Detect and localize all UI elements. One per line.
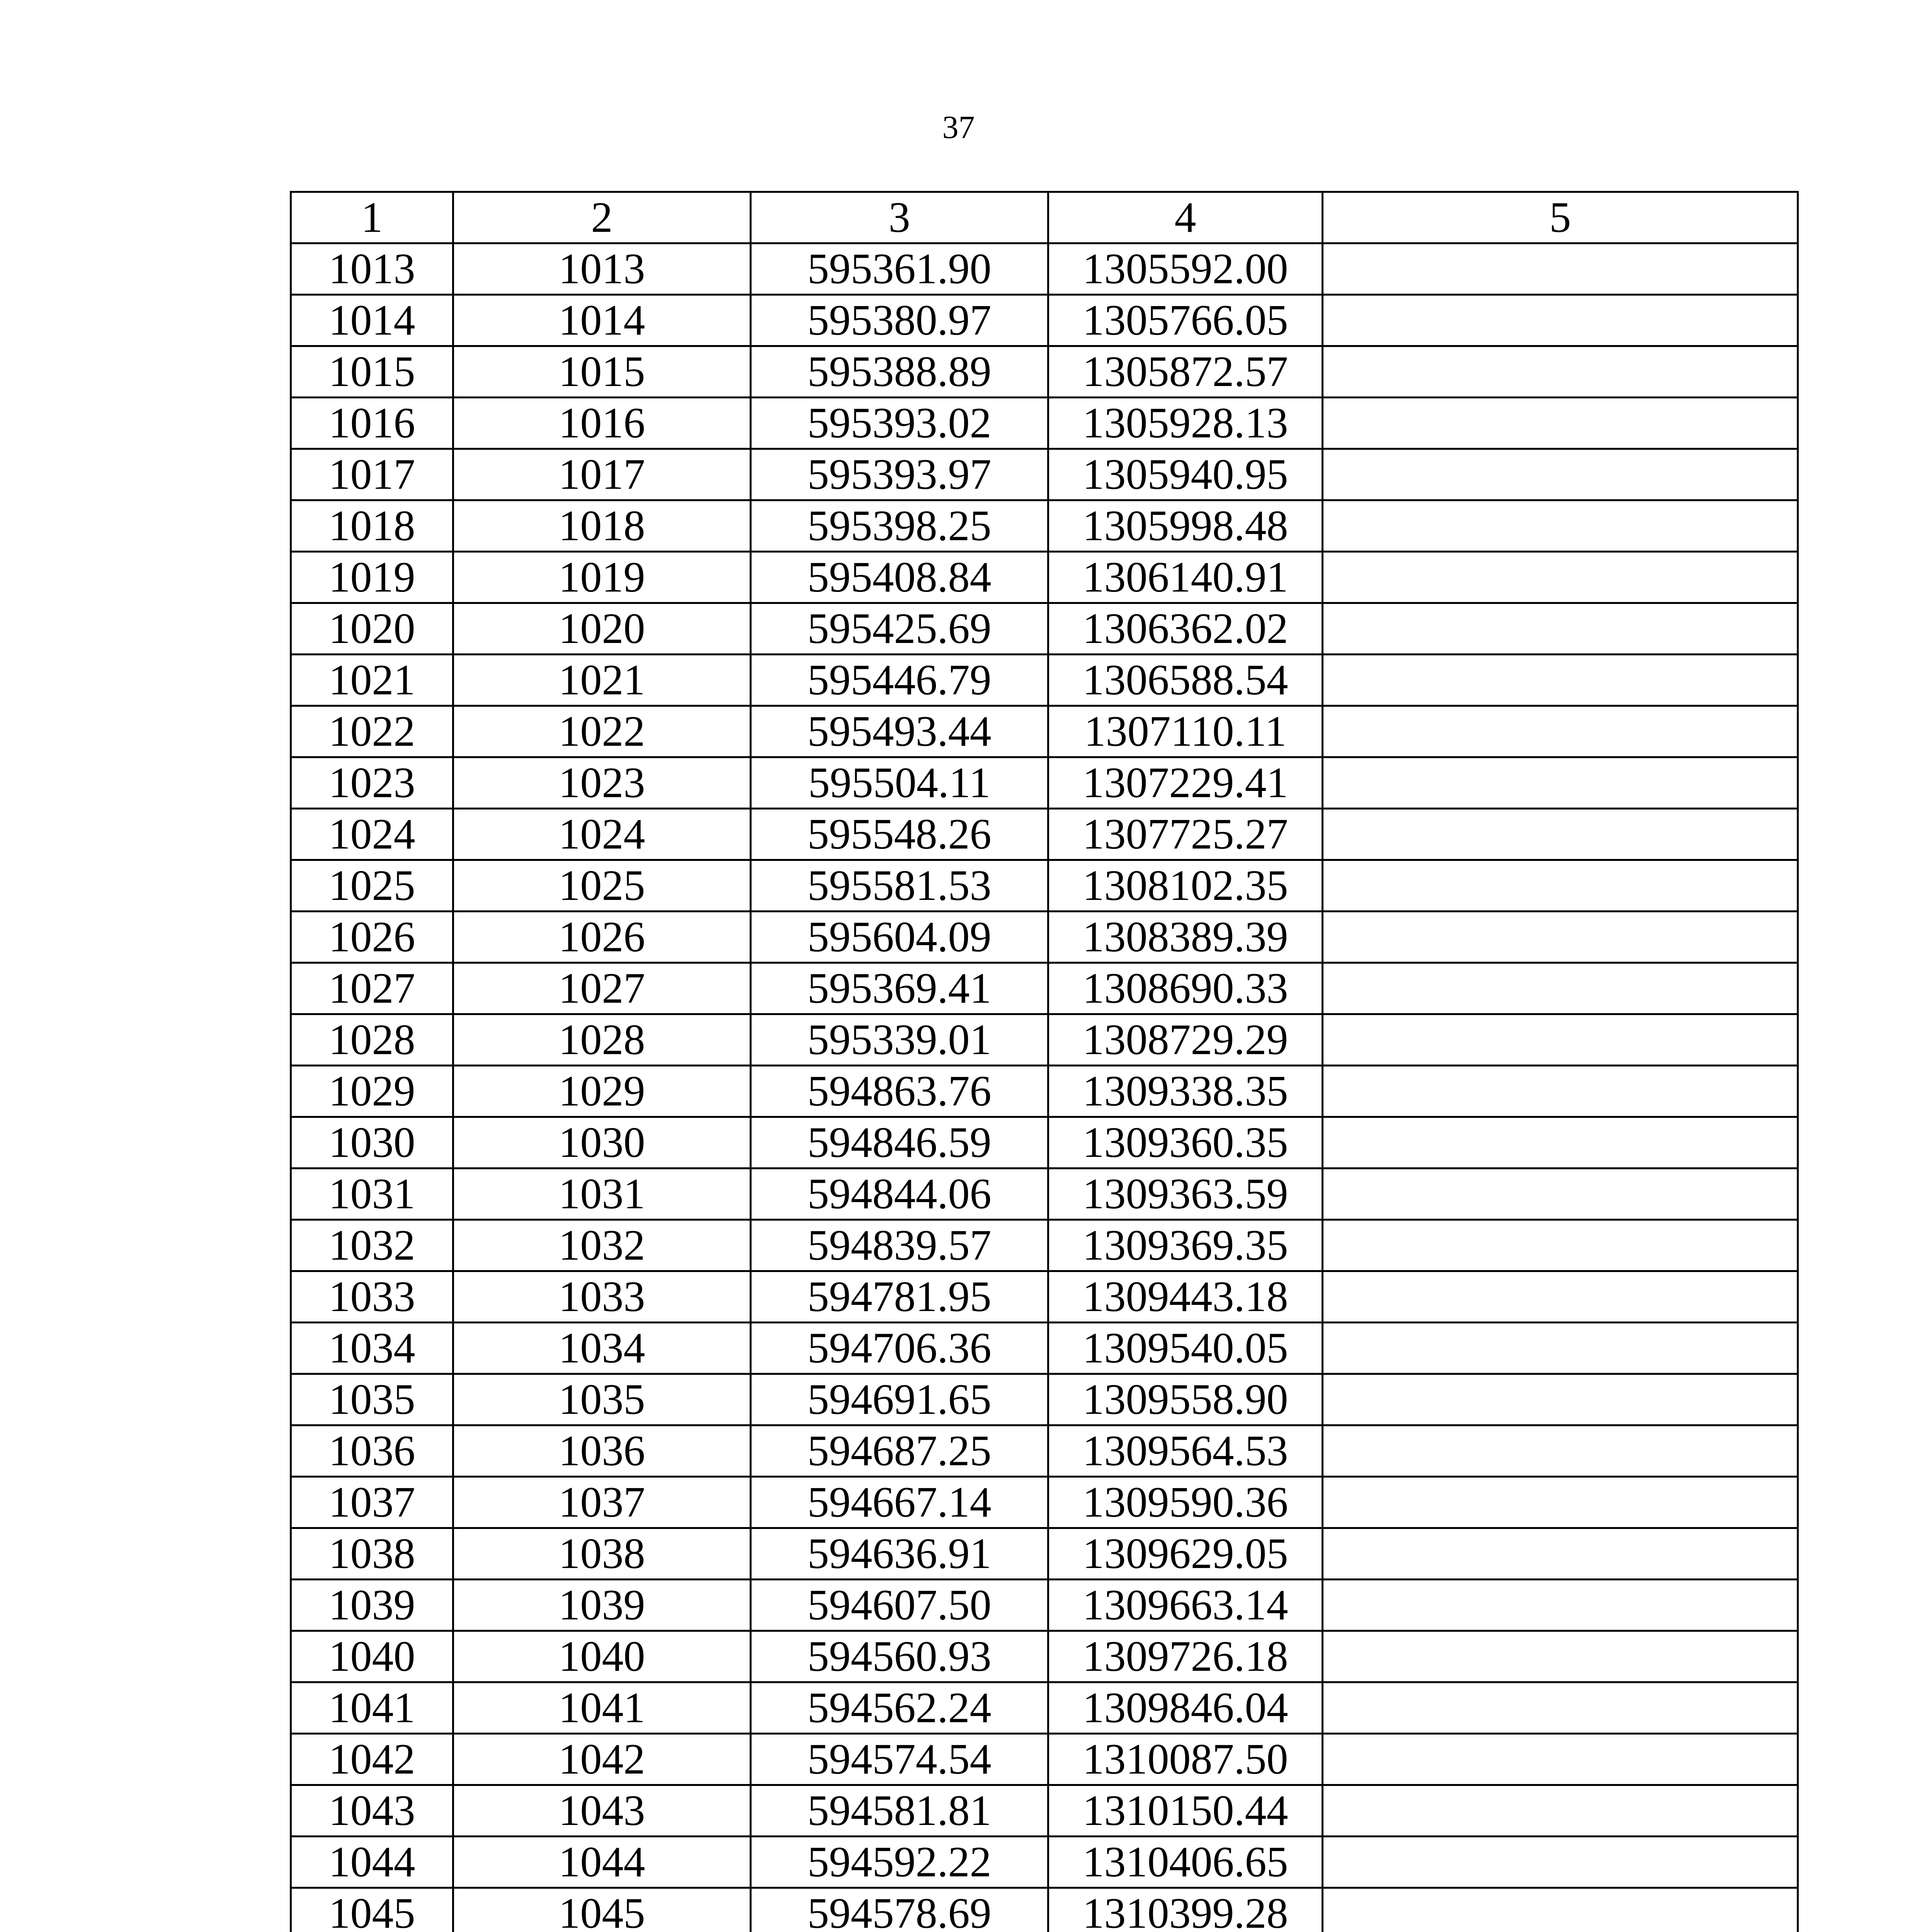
point-number-cell: 1028	[453, 1014, 751, 1066]
coordinate-x-cell: 595393.97	[751, 449, 1048, 500]
coordinate-y-cell: 1309726.18	[1048, 1631, 1323, 1682]
coordinate-x-cell: 594636.91	[751, 1528, 1048, 1580]
point-number-cell: 1014	[453, 295, 751, 346]
point-number-cell: 1018	[291, 500, 453, 552]
note-cell	[1323, 757, 1798, 809]
point-number-cell: 1025	[291, 860, 453, 912]
coordinate-x-cell: 594846.59	[751, 1117, 1048, 1168]
point-number-cell: 1016	[291, 398, 453, 449]
point-number-cell: 1043	[453, 1785, 751, 1837]
table-row	[291, 1631, 1798, 1682]
point-number-cell: 1034	[453, 1323, 751, 1374]
point-number-cell: 1039	[291, 1580, 453, 1631]
point-number-cell: 1034	[291, 1323, 453, 1374]
point-number-cell: 1029	[291, 1066, 453, 1117]
coordinate-x-cell: 595369.41	[751, 963, 1048, 1014]
note-cell	[1323, 552, 1798, 603]
point-number-cell: 1030	[291, 1117, 453, 1168]
coordinate-x-cell: 594560.93	[751, 1631, 1048, 1682]
table-row	[291, 757, 1798, 809]
note-cell	[1323, 295, 1798, 346]
table-body	[291, 192, 1798, 1932]
note-cell	[1323, 1580, 1798, 1631]
point-number-cell: 1045	[453, 1888, 751, 1932]
coordinate-x-cell: 595361.90	[751, 243, 1048, 295]
table-row	[291, 603, 1798, 655]
note-cell	[1323, 1168, 1798, 1220]
note-cell	[1323, 1631, 1798, 1682]
note-cell	[1323, 655, 1798, 706]
point-number-cell: 1018	[453, 500, 751, 552]
point-number-cell: 1032	[291, 1220, 453, 1271]
table-row	[291, 1014, 1798, 1066]
point-number-cell: 1015	[453, 346, 751, 398]
point-number-cell: 1042	[291, 1734, 453, 1785]
coordinate-y-cell: 1309360.35	[1048, 1117, 1323, 1168]
point-number-cell: 1022	[291, 706, 453, 757]
point-number-cell: 1024	[291, 809, 453, 860]
coordinate-y-cell: 1310150.44	[1048, 1785, 1323, 1837]
table-row	[291, 1580, 1798, 1631]
table-row	[291, 552, 1798, 603]
note-cell	[1323, 1528, 1798, 1580]
point-number-cell: 1037	[453, 1477, 751, 1528]
point-number-cell: 1026	[291, 912, 453, 963]
coordinate-y-cell: 1308729.29	[1048, 1014, 1323, 1066]
table-row	[291, 1271, 1798, 1323]
coordinate-y-cell: 1309564.53	[1048, 1425, 1323, 1477]
point-number-cell: 1021	[291, 655, 453, 706]
coordinate-x-cell: 595446.79	[751, 655, 1048, 706]
point-number-cell: 1013	[291, 243, 453, 295]
coordinate-y-cell: 1309443.18	[1048, 1271, 1323, 1323]
point-number-cell: 1038	[453, 1528, 751, 1580]
point-number-cell: 1044	[453, 1837, 751, 1888]
point-number-cell: 1019	[291, 552, 453, 603]
note-cell	[1323, 1374, 1798, 1425]
point-number-cell: 1035	[453, 1374, 751, 1425]
point-number-cell: 1039	[453, 1580, 751, 1631]
coordinate-y-cell: 1306362.02	[1048, 603, 1323, 655]
coordinate-y-cell: 1309558.90	[1048, 1374, 1323, 1425]
coordinate-x-cell: 594781.95	[751, 1271, 1048, 1323]
note-cell	[1323, 1477, 1798, 1528]
note-cell	[1323, 912, 1798, 963]
coordinate-y-cell: 1307110.11	[1048, 706, 1323, 757]
point-number-cell: 1023	[453, 757, 751, 809]
note-cell	[1323, 1014, 1798, 1066]
note-cell	[1323, 398, 1798, 449]
table-row	[291, 346, 1798, 398]
point-number-cell: 1042	[453, 1734, 751, 1785]
point-number-cell: 1027	[291, 963, 453, 1014]
point-number-cell: 1030	[453, 1117, 751, 1168]
coordinate-y-cell: 1309846.04	[1048, 1682, 1323, 1734]
coordinate-y-cell: 1306140.91	[1048, 552, 1323, 603]
coordinate-x-cell: 594687.25	[751, 1425, 1048, 1477]
point-number-cell: 1019	[453, 552, 751, 603]
coordinate-y-cell: 1308102.35	[1048, 860, 1323, 912]
note-cell	[1323, 1323, 1798, 1374]
note-cell	[1323, 1734, 1798, 1785]
table-row	[291, 1785, 1798, 1837]
point-number-cell: 1017	[291, 449, 453, 500]
coordinate-x-cell: 594578.69	[751, 1888, 1048, 1932]
table-row	[291, 500, 1798, 552]
point-number-cell: 1031	[291, 1168, 453, 1220]
point-number-cell: 1044	[291, 1837, 453, 1888]
coordinate-y-cell: 1305592.00	[1048, 243, 1323, 295]
coordinate-y-cell: 1306588.54	[1048, 655, 1323, 706]
note-cell	[1323, 860, 1798, 912]
table-row	[291, 295, 1798, 346]
coordinate-y-cell: 1310406.65	[1048, 1837, 1323, 1888]
table-row	[291, 1117, 1798, 1168]
coordinate-y-cell: 1309338.35	[1048, 1066, 1323, 1117]
table-row	[291, 912, 1798, 963]
note-cell	[1323, 1837, 1798, 1888]
point-number-cell: 1035	[291, 1374, 453, 1425]
coordinate-x-cell: 595339.01	[751, 1014, 1048, 1066]
coordinate-x-cell: 595408.84	[751, 552, 1048, 603]
note-cell	[1323, 1785, 1798, 1837]
point-number-cell: 1041	[453, 1682, 751, 1734]
column-header-2: 2	[453, 192, 751, 243]
column-header-4: 4	[1048, 192, 1323, 243]
table-row	[291, 449, 1798, 500]
coordinate-x-cell: 595493.44	[751, 706, 1048, 757]
point-number-cell: 1040	[291, 1631, 453, 1682]
point-number-cell: 1017	[453, 449, 751, 500]
point-number-cell: 1025	[453, 860, 751, 912]
point-number-cell: 1036	[291, 1425, 453, 1477]
point-number-cell: 1021	[453, 655, 751, 706]
note-cell	[1323, 1425, 1798, 1477]
note-cell	[1323, 963, 1798, 1014]
note-cell	[1323, 243, 1798, 295]
note-cell	[1323, 1117, 1798, 1168]
point-number-cell: 1026	[453, 912, 751, 963]
coordinate-x-cell: 595393.02	[751, 398, 1048, 449]
coordinate-x-cell: 594691.65	[751, 1374, 1048, 1425]
coordinate-y-cell: 1305998.48	[1048, 500, 1323, 552]
coordinate-y-cell: 1309629.05	[1048, 1528, 1323, 1580]
table-row	[291, 1477, 1798, 1528]
point-number-cell: 1032	[453, 1220, 751, 1271]
coordinate-x-cell: 594667.14	[751, 1477, 1048, 1528]
table-row	[291, 1528, 1798, 1580]
point-number-cell: 1036	[453, 1425, 751, 1477]
coordinate-y-cell: 1310399.28	[1048, 1888, 1323, 1932]
coordinate-x-cell: 595425.69	[751, 603, 1048, 655]
coordinate-x-cell: 594592.22	[751, 1837, 1048, 1888]
note-cell	[1323, 706, 1798, 757]
note-cell	[1323, 603, 1798, 655]
coordinate-y-cell: 1308690.33	[1048, 963, 1323, 1014]
point-number-cell: 1033	[453, 1271, 751, 1323]
point-number-cell: 1013	[453, 243, 751, 295]
coordinate-x-cell: 594581.81	[751, 1785, 1048, 1837]
coordinate-y-cell: 1305766.05	[1048, 295, 1323, 346]
coordinate-y-cell: 1309540.05	[1048, 1323, 1323, 1374]
note-cell	[1323, 1682, 1798, 1734]
point-number-cell: 1033	[291, 1271, 453, 1323]
note-cell	[1323, 1888, 1798, 1932]
coordinate-y-cell: 1309663.14	[1048, 1580, 1323, 1631]
point-number-cell: 1016	[453, 398, 751, 449]
coordinate-y-cell: 1307725.27	[1048, 809, 1323, 860]
coordinate-y-cell: 1310087.50	[1048, 1734, 1323, 1785]
coordinate-x-cell: 594574.54	[751, 1734, 1048, 1785]
point-number-cell: 1023	[291, 757, 453, 809]
table-row	[291, 655, 1798, 706]
coordinate-x-cell: 595398.25	[751, 500, 1048, 552]
table-row	[291, 963, 1798, 1014]
note-cell	[1323, 809, 1798, 860]
point-number-cell: 1029	[453, 1066, 751, 1117]
coordinate-x-cell: 595604.09	[751, 912, 1048, 963]
coordinate-y-cell: 1305928.13	[1048, 398, 1323, 449]
coordinate-x-cell: 595388.89	[751, 346, 1048, 398]
table-row	[291, 1168, 1798, 1220]
point-number-cell: 1015	[291, 346, 453, 398]
table-row	[291, 1682, 1798, 1734]
column-header-3: 3	[751, 192, 1048, 243]
page-number: 37	[942, 109, 975, 145]
table-row	[291, 1837, 1798, 1888]
coordinate-x-cell: 594863.76	[751, 1066, 1048, 1117]
table-row	[291, 1323, 1798, 1374]
table-row	[291, 1220, 1798, 1271]
point-number-cell: 1031	[453, 1168, 751, 1220]
point-number-cell: 1038	[291, 1528, 453, 1580]
table-row	[291, 1374, 1798, 1425]
coordinate-x-cell: 595504.11	[751, 757, 1048, 809]
table-header-row	[291, 192, 1798, 243]
coordinate-y-cell: 1309590.36	[1048, 1477, 1323, 1528]
coordinate-y-cell: 1309363.59	[1048, 1168, 1323, 1220]
point-number-cell: 1037	[291, 1477, 453, 1528]
table-row	[291, 706, 1798, 757]
table-row	[291, 860, 1798, 912]
table-row	[291, 243, 1798, 295]
coordinate-y-cell: 1305872.57	[1048, 346, 1323, 398]
coordinate-x-cell: 595581.53	[751, 860, 1048, 912]
coordinate-y-cell: 1308389.39	[1048, 912, 1323, 963]
coordinate-x-cell: 594706.36	[751, 1323, 1048, 1374]
table-row	[291, 398, 1798, 449]
table-row	[291, 1888, 1798, 1932]
note-cell	[1323, 1066, 1798, 1117]
coordinate-x-cell: 594844.06	[751, 1168, 1048, 1220]
note-cell	[1323, 1271, 1798, 1323]
coordinate-x-cell: 595548.26	[751, 809, 1048, 860]
coordinate-x-cell: 594562.24	[751, 1682, 1048, 1734]
column-header-1: 1	[291, 192, 453, 243]
note-cell	[1323, 500, 1798, 552]
column-header-5: 5	[1323, 192, 1798, 243]
note-cell	[1323, 346, 1798, 398]
point-number-cell: 1020	[453, 603, 751, 655]
note-cell	[1323, 449, 1798, 500]
point-number-cell: 1028	[291, 1014, 453, 1066]
point-number-cell: 1022	[453, 706, 751, 757]
table-row	[291, 1734, 1798, 1785]
coordinate-y-cell: 1305940.95	[1048, 449, 1323, 500]
point-number-cell: 1024	[453, 809, 751, 860]
point-number-cell: 1020	[291, 603, 453, 655]
table-row	[291, 1066, 1798, 1117]
coordinate-x-cell: 595380.97	[751, 295, 1048, 346]
coordinate-y-cell: 1309369.35	[1048, 1220, 1323, 1271]
point-number-cell: 1027	[453, 963, 751, 1014]
table-row	[291, 809, 1798, 860]
table-row	[291, 1425, 1798, 1477]
point-number-cell: 1041	[291, 1682, 453, 1734]
point-number-cell: 1045	[291, 1888, 453, 1932]
note-cell	[1323, 1220, 1798, 1271]
point-number-cell: 1043	[291, 1785, 453, 1837]
coordinate-x-cell: 594839.57	[751, 1220, 1048, 1271]
point-number-cell: 1040	[453, 1631, 751, 1682]
coordinates-table	[290, 191, 1799, 1932]
point-number-cell: 1014	[291, 295, 453, 346]
coordinate-x-cell: 594607.50	[751, 1580, 1048, 1631]
coordinate-y-cell: 1307229.41	[1048, 757, 1323, 809]
